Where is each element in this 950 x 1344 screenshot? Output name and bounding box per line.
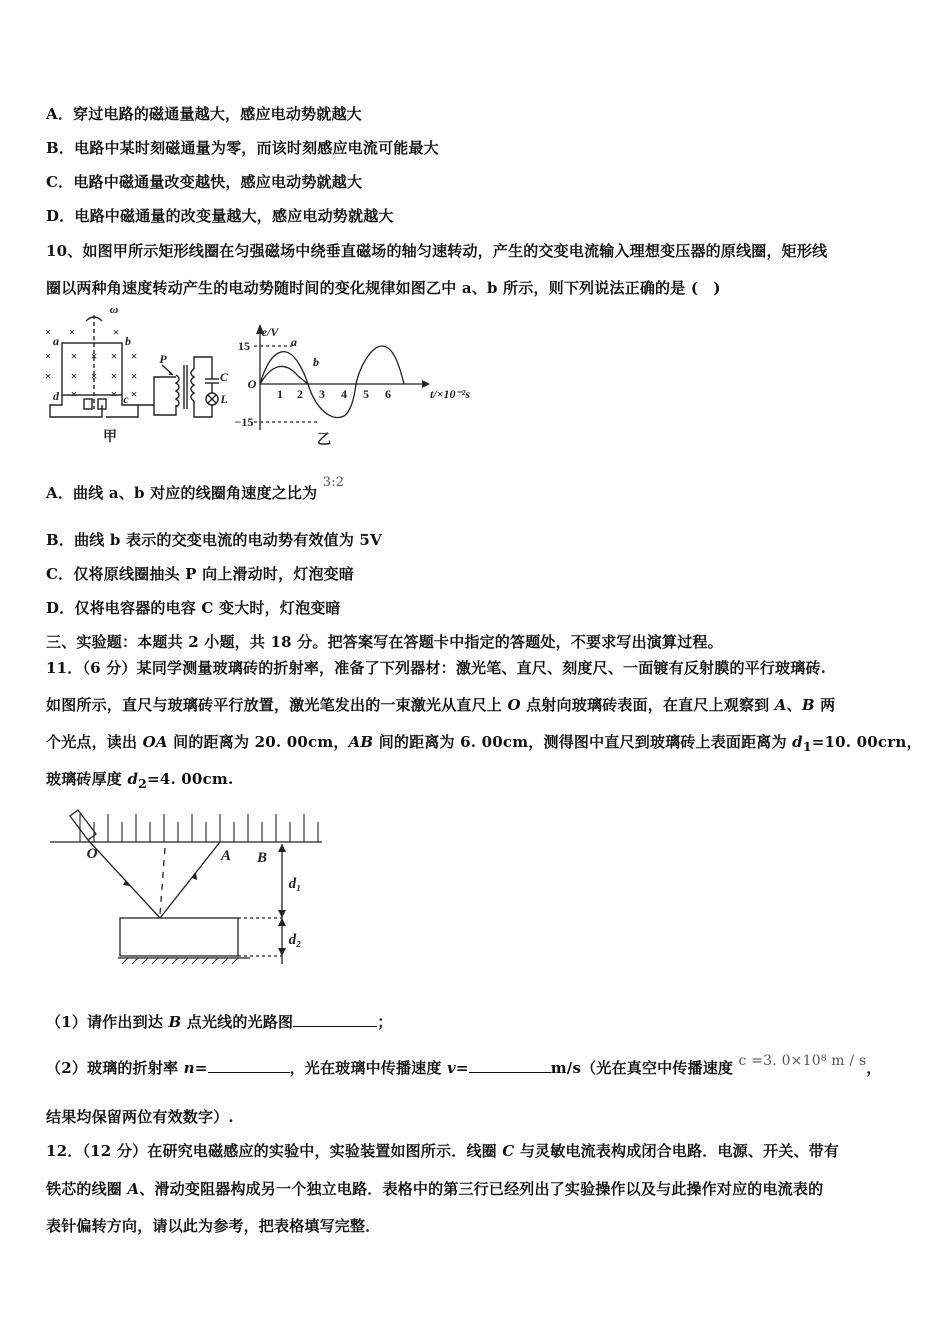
corner-a-label: a bbox=[53, 334, 59, 348]
q12-text: 12．（12 分）在研究电磁感应的实验中，实验装置如图所示．线圈 bbox=[46, 1142, 503, 1160]
cross-mark: × bbox=[70, 387, 78, 401]
q10-option-d: D．仅将电容器的电容 C 变大时，灯泡变暗 bbox=[46, 599, 341, 617]
omega-label: ω bbox=[109, 305, 119, 316]
q11-sub2 bbox=[46, 1053, 882, 1078]
q11-n: n bbox=[183, 1059, 195, 1077]
cross-mark: × bbox=[44, 369, 52, 383]
q12-text: 、滑动变阻器构成另一个独立电路．表格中的第三行已经列出了实验操作以及与此操作对应的电流表的 bbox=[139, 1180, 824, 1198]
xtick: 1 bbox=[277, 387, 283, 401]
cross-mark: × bbox=[44, 325, 52, 339]
point-o-label: O bbox=[86, 846, 98, 862]
q11-text: 个光点，读出 bbox=[46, 733, 143, 751]
figure-jia-caption: 甲 bbox=[103, 430, 117, 445]
q11-d2: d bbox=[127, 770, 139, 788]
q11-text: =4. 00cm. bbox=[147, 770, 234, 788]
q11-line1: 11．（6 分）某同学测量玻璃砖的折射率，准备了下列器材：激光笔、直尺、刻度尺、一面镀有反射膜的平行玻璃砖. bbox=[46, 659, 827, 677]
q11-oa: OA bbox=[142, 733, 168, 751]
q11-sub1 bbox=[46, 1011, 392, 1032]
cross-mark: × bbox=[70, 369, 78, 383]
q11-line3 bbox=[46, 731, 922, 754]
q10-figure-yi bbox=[232, 320, 482, 450]
cross-mark: × bbox=[68, 325, 76, 339]
point-a-label: A bbox=[220, 848, 232, 864]
q11-d2-sub: 2 bbox=[138, 776, 148, 791]
q9-option-a: A．穿过电路的磁通量越大，感应电动势就越大 bbox=[46, 105, 362, 123]
curve-a-label: a bbox=[291, 335, 297, 349]
q12-text: 铁芯的线圈 bbox=[46, 1180, 128, 1198]
corner-b-label: b bbox=[125, 334, 131, 348]
point-b-label: B bbox=[256, 850, 268, 866]
cross-mark: × bbox=[110, 387, 118, 401]
q11-text: 两 bbox=[814, 696, 836, 714]
q11-text: =10. 00crn， bbox=[811, 733, 922, 751]
q10-stem-line2: 圈以两种角速度转动产生的电动势随时间的变化规律如图乙中 a、b 所示，则下列说法正确的是 ( ) bbox=[46, 279, 721, 297]
q11-line2 bbox=[46, 694, 835, 715]
q10-option-a bbox=[46, 475, 345, 503]
xtick: 3 bbox=[319, 387, 325, 401]
curve-a bbox=[260, 346, 404, 418]
q9-option-d: D．电路中磁通量的改变量越大，感应电动势就越大 bbox=[46, 207, 394, 225]
q11-a: A bbox=[774, 696, 787, 714]
ytick-15: 15 bbox=[238, 339, 250, 353]
q11-b: B bbox=[168, 1013, 182, 1031]
q11-v: v bbox=[447, 1059, 456, 1077]
cross-mark: × bbox=[130, 387, 138, 401]
q11-text: （1）请作出到达 bbox=[46, 1013, 169, 1031]
q11-text: ，光在玻璃中传播速度 bbox=[289, 1059, 447, 1077]
cross-mark: × bbox=[90, 369, 98, 383]
curve-b-label: b bbox=[313, 355, 319, 369]
q12-line1 bbox=[46, 1140, 839, 1161]
cross-mark: × bbox=[130, 349, 138, 363]
tap-p-label: P bbox=[159, 352, 167, 366]
ylabel: e/V bbox=[261, 325, 279, 339]
q11-sub2-tail: 结果均保留两位有效数字）. bbox=[46, 1108, 234, 1126]
q11-text: 点光线的光路图 bbox=[181, 1013, 294, 1031]
q9-option-b: B．电路中某时刻磁通量为零，而该时刻感应电流可能最大 bbox=[46, 139, 439, 157]
q11-text: 玻璃砖厚度 bbox=[46, 770, 128, 788]
q12-line3: 表针偏转方向，请以此为参考，把表格填写完整． bbox=[46, 1217, 381, 1235]
q11-text: m/s（光在真空中传播速度 bbox=[550, 1059, 734, 1077]
xtick: 2 bbox=[297, 387, 303, 401]
q11-text: ， bbox=[866, 1059, 882, 1077]
answer-blank-path[interactable] bbox=[293, 1012, 377, 1027]
origin-label: O bbox=[247, 377, 257, 391]
d1-label: d₁ bbox=[288, 876, 302, 892]
q10-option-a-text: A．曲线 a、b 对应的线圈角速度之比为 bbox=[46, 484, 318, 502]
xtick: 6 bbox=[385, 387, 391, 401]
corner-d-label: d bbox=[53, 389, 59, 403]
cross-mark: × bbox=[44, 349, 52, 363]
q11-text: 间的距离为 20. 00cm， bbox=[167, 733, 349, 751]
capacitor-label: C bbox=[219, 370, 229, 384]
q11-text: 点射向玻璃砖表面，在直尺上观察到 bbox=[520, 696, 775, 714]
xtick: 4 bbox=[341, 387, 347, 401]
q11-text: 间的距离为 6. 00cm，测得图中直尺到玻璃砖上表面距离为 bbox=[373, 733, 793, 751]
q10-option-c: C．仅将原线圈抽头 P 向上滑动时，灯泡变暗 bbox=[46, 565, 355, 583]
xtick: 5 bbox=[363, 387, 369, 401]
cross-mark: × bbox=[110, 369, 118, 383]
cross-mark: × bbox=[110, 349, 118, 363]
corner-c-label: c bbox=[123, 392, 129, 406]
cross-mark: × bbox=[90, 349, 98, 363]
q11-d1: d bbox=[792, 733, 803, 751]
q12-a: A bbox=[127, 1180, 140, 1198]
figure-yi-caption: 乙 bbox=[317, 433, 331, 448]
q11-text: 如图所示，直尺与玻璃砖平行放置，激光笔发出的一束激光从直尺上 bbox=[46, 696, 508, 714]
q12-c: C bbox=[502, 1142, 515, 1160]
q10-figure-jia bbox=[42, 305, 232, 450]
ytick-minus15: −15 bbox=[234, 415, 254, 429]
q10-option-b: B．曲线 b 表示的交变电流的电动势有效值为 5V bbox=[46, 531, 382, 549]
q11-b: B bbox=[801, 696, 815, 714]
lamp-label: L bbox=[220, 392, 228, 406]
q11-text: 、 bbox=[786, 696, 802, 714]
q11-o: O bbox=[507, 696, 521, 714]
light-speed-formula: c =3. 0×10⁸ m / s bbox=[738, 1053, 867, 1069]
xunit: t/×10⁻²s bbox=[429, 387, 471, 401]
curve-b bbox=[260, 366, 308, 384]
q11-text: = bbox=[455, 1059, 469, 1077]
q11-text: ； bbox=[377, 1013, 393, 1031]
cross-mark: × bbox=[130, 369, 138, 383]
q9-option-c: C．电路中磁通量改变越快，感应电动势就越大 bbox=[46, 173, 363, 191]
q11-figure bbox=[50, 808, 340, 973]
cross-mark: × bbox=[70, 349, 78, 363]
q11-text: = bbox=[194, 1059, 208, 1077]
q12-line2 bbox=[46, 1178, 823, 1199]
ratio-formula: 3:2 bbox=[322, 475, 345, 490]
answer-blank-v[interactable] bbox=[469, 1058, 551, 1073]
q11-line4 bbox=[46, 768, 233, 791]
q11-d1-sub: 1 bbox=[802, 739, 812, 754]
cross-mark: × bbox=[112, 325, 120, 339]
q12-text: 与灵敏电流表构成闭合电路．电源、开关、带有 bbox=[514, 1142, 840, 1160]
section3-heading: 三、实验题：本题共 2 小题，共 18 分。把答案写在答题卡中指定的答题处，不要求写出演算过程。 bbox=[46, 633, 723, 651]
q11-text: （2）玻璃的折射率 bbox=[46, 1059, 184, 1077]
q10-stem-line1: 10、如图甲所示矩形线圈在匀强磁场中绕垂直磁场的轴匀速转动，产生的交变电流输入理想变压器的原线圈，矩形线 bbox=[46, 242, 828, 260]
answer-blank-n[interactable] bbox=[208, 1058, 290, 1073]
d2-label: d₂ bbox=[288, 932, 302, 948]
q11-ab: AB bbox=[348, 733, 374, 751]
